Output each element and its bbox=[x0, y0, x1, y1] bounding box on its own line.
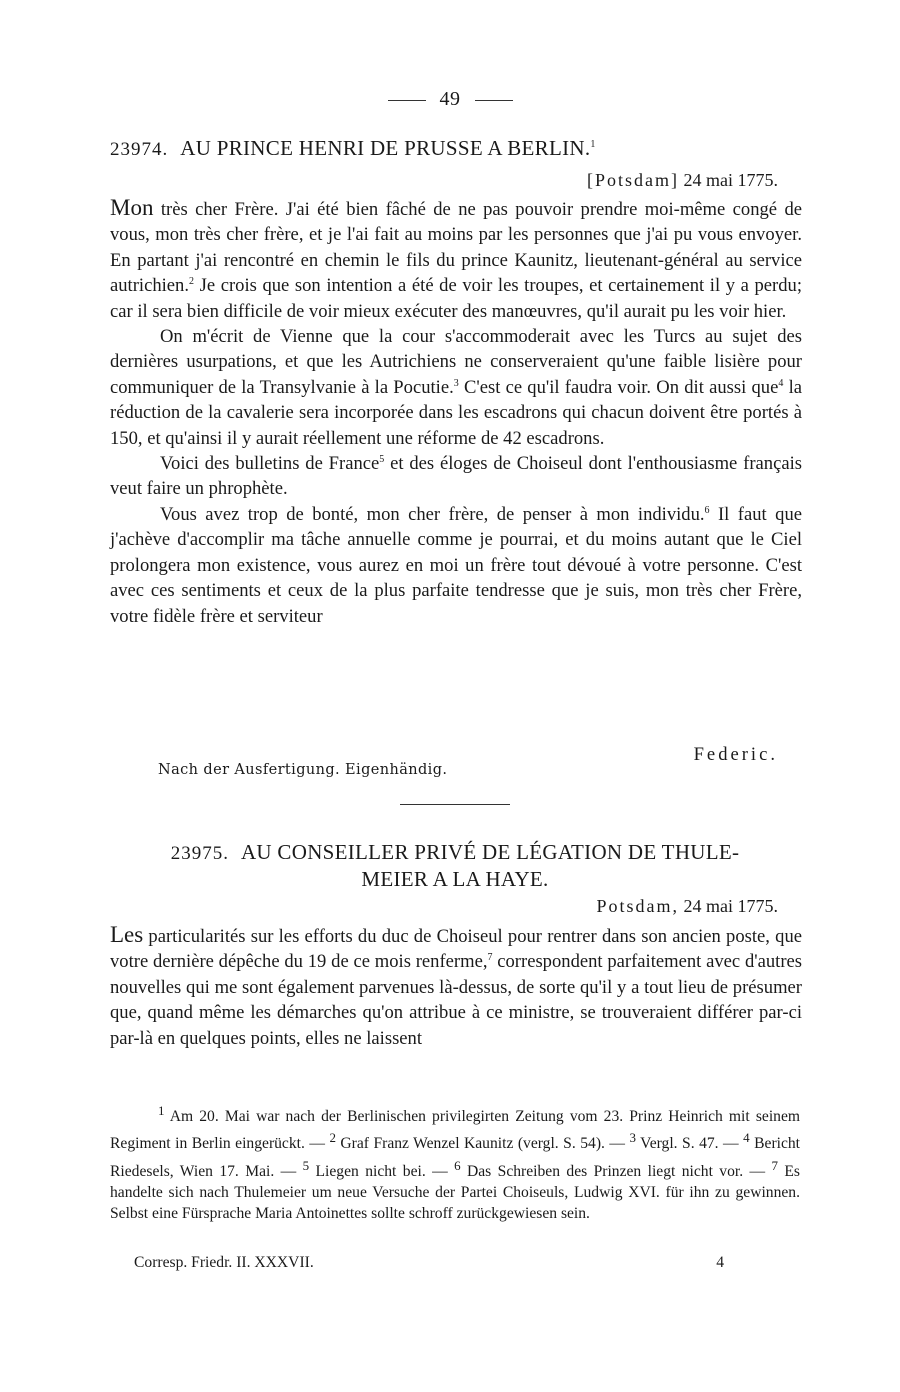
letter1-title-note: 1 bbox=[590, 139, 596, 150]
page-footer bbox=[134, 1254, 724, 1272]
letter2-heading bbox=[110, 840, 800, 892]
footnote-4: Bericht Riedesels, Wien 17. Mai. — bbox=[110, 1135, 801, 1180]
letter1-para2-c: la réduction de la cavalerie sera incorporée dans les escadrons qui chacun doivent être portés à 150, et qu'ainsi il y aurait réellement une réforme de 42 escadrons. bbox=[110, 376, 802, 449]
letter1-para4-b: Il faut que j'achève d'accomplir ma tâche annuelle comme je pourrai, et du moins autant que le Ciel prolongera mon existence, vous aurez en moi un frère tout dévoué à votre personne. C'est avec ces sentiments et ceux de la plus parfaite tendresse que je suis, mon très cher Frère, votre fidèle frère et serviteur bbox=[110, 503, 803, 627]
letter1-opening-word: Mon bbox=[110, 195, 154, 220]
letter1-para3-a: Voici des bulletins de France bbox=[160, 453, 380, 475]
letter2-opening-word: Les bbox=[110, 922, 144, 947]
letter1-date: 24 mai 1775. bbox=[683, 170, 778, 190]
letter1-paragraph-4 bbox=[110, 502, 802, 629]
letter1-source-note: Nach der Ausfertigung. Eigenhändig. bbox=[158, 762, 448, 778]
footnote-4-mark: 4 bbox=[743, 1130, 750, 1146]
letter1-body bbox=[110, 195, 802, 629]
letter2-dateline bbox=[596, 896, 778, 917]
letter2-title-line1: AU CONSEILLER PRIVÉ DE LÉGATION DE THULE- bbox=[240, 840, 740, 864]
letter1-paragraph-1 bbox=[110, 195, 802, 324]
letter1-para1-end: Je crois que son intention a été de voir les troupes, et certainement il y a perdu; car il sera bien difficile de voir mieux exécuter des manœuvres, qu'il aurait pu les voir hier. bbox=[110, 275, 802, 322]
footnote-ref-3: 3 bbox=[453, 377, 459, 389]
letter2-body bbox=[110, 922, 802, 1051]
footnote-ref-2: 2 bbox=[189, 276, 194, 288]
letter2-title-line2: MEIER A LA HAYE. bbox=[361, 867, 549, 891]
page-number-text: 49 bbox=[439, 88, 461, 110]
footnote-6-mark: 6 bbox=[454, 1157, 461, 1173]
footnote-ref-6: 6 bbox=[704, 504, 710, 516]
footnote-3: Vergl. S. 47. — bbox=[635, 1135, 744, 1153]
letter1-para3-b: et des éloges de Choiseul dont l'enthousiasme français veut faire un phrophète. bbox=[110, 453, 802, 500]
letter1-place: [Potsdam] bbox=[587, 170, 679, 190]
footnote-2: Graf Franz Wenzel Kaunitz (vergl. S. 54). — bbox=[335, 1135, 630, 1153]
footnote-ref-4: 4 bbox=[778, 377, 784, 389]
letter1-dateline bbox=[587, 170, 778, 191]
letter2-place: Potsdam, bbox=[596, 896, 679, 916]
section-divider bbox=[400, 804, 510, 805]
footnote-7-mark: 7 bbox=[771, 1157, 778, 1173]
page-number bbox=[0, 88, 900, 111]
letter2-heading-line1 bbox=[110, 840, 800, 865]
letter1-paragraph-3 bbox=[110, 451, 802, 502]
footnote-ref-7: 7 bbox=[487, 952, 493, 964]
footnote-1: Am 20. Mai war nach der Berlinischen privilegirten Zeitung vom 23. Prinz Heinrich mit seinem Regiment in Berlin eingerückt. — bbox=[110, 1108, 800, 1153]
letter2-number: 23975. bbox=[170, 843, 229, 864]
letter1-heading bbox=[110, 136, 800, 161]
page-number-dash-left bbox=[388, 100, 426, 101]
letter1-number: 23974. bbox=[110, 139, 169, 160]
footnote-3-mark: 3 bbox=[629, 1130, 636, 1146]
letter1-title: AU PRINCE HENRI DE PRUSSE A BERLIN. bbox=[180, 136, 591, 160]
footer-collection: Corresp. Friedr. II. XXXVII. bbox=[134, 1254, 314, 1271]
letter1-para4-a: Vous avez trop de bonté, mon cher frère, de penser à mon individu. bbox=[160, 503, 705, 525]
footnote-5-mark: 5 bbox=[302, 1157, 310, 1173]
letter1-paragraph-2 bbox=[110, 324, 802, 451]
page-number-dash-right bbox=[475, 100, 513, 101]
letter2-para1-a: particularités sur les efforts du duc de Choiseul pour rentrer dans son ancien poste, que votre dernière dépêche du 19 de ce mois renferme, bbox=[110, 926, 802, 973]
letter1-para2-b: C'est ce qu'il faudra voir. On dit aussi que bbox=[458, 376, 779, 398]
footnote-1-mark: 1 bbox=[158, 1103, 165, 1118]
letter2-date: 24 mai 1775. bbox=[683, 896, 778, 916]
letter1-signature: Federic. bbox=[693, 744, 778, 765]
footnotes bbox=[110, 1100, 800, 1225]
footnote-block bbox=[110, 1100, 800, 1225]
footnote-ref-5: 5 bbox=[379, 453, 385, 465]
letter2-para1-b: correspondent parfaitement avec d'autres nouvelles qui me sont également parvenues là-dessus, de sorte qu'il y a tout lieu de présumer que, quand même les démarches qu'on attribue à ce ministre, se trouveraient différer par-ci par-là en quelques points, elles ne laissent bbox=[110, 951, 802, 1049]
letter1-para1-text: très cher Frère. J'ai été bien fâché de ne pas pouvoir prendre moi-même congé de vous, mon très cher frère, et je l'ai fait au moins par les personnes que j'ai pu vous envoyer. En partant j'ai rencontré en chemin le fils du prince Kaunitz, lieutenant-général au service autrichien. bbox=[110, 199, 802, 297]
letter2-paragraph-1 bbox=[110, 922, 802, 1051]
letter1-para2-a: On m'écrit de Vienne que la cour s'accommoderait avec les Turcs au sujet des dernières usurpations, et que les Autrichiens ne conserveraient qu'une faible lisière pour communiquer de la Transylvanie à la Pocutie. bbox=[110, 326, 802, 398]
footnote-5: Liegen nicht bei. — bbox=[309, 1162, 455, 1180]
footnote-7: Es handelte sich nach Thulemeier um neue Versuche der Partei Choiseuls, Ludwig XVI. für ihn zu gewinnen. Selbst eine Fürsprache Maria Antoinettes sollte schroff zurückgewiesen sein. bbox=[110, 1162, 800, 1223]
footnote-6: Das Schreiben des Prinzen liegt nicht vor. — bbox=[460, 1162, 772, 1180]
footer-signature-mark: 4 bbox=[716, 1254, 724, 1271]
footnote-2-mark: 2 bbox=[329, 1130, 336, 1146]
